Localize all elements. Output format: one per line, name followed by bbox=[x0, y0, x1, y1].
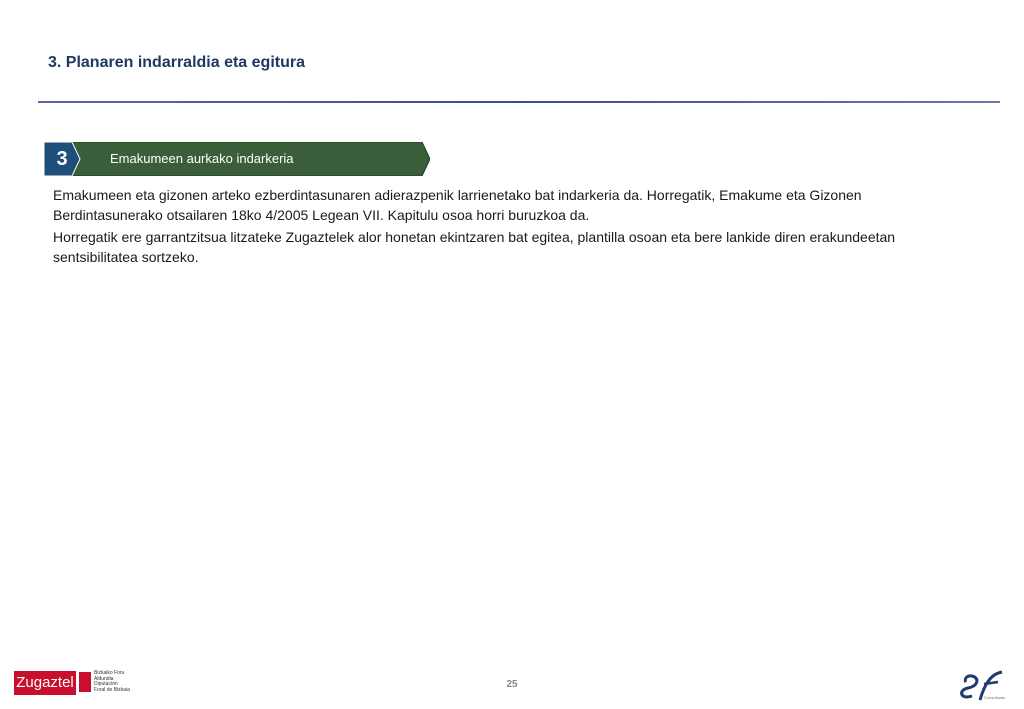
sf-logo-subtitle: Consultants bbox=[984, 695, 1006, 700]
zugaztel-wordmark: Zugaztel bbox=[14, 671, 76, 695]
paragraph: Emakumeen eta gizonen arteko ezberdintasunaren adierazpenik larrienetako bat indarkeria da. Horregatik, Emakume eta Gizonen Berdintasunerako otsailaren 18ko 4/2005 Legean VII. Kapitulu osoa horri buruzkoa da. bbox=[53, 187, 862, 223]
page-title: 3. Planaren indarraldia eta egitura bbox=[48, 54, 305, 71]
bizkaia-shield-icon bbox=[79, 672, 91, 692]
title-divider bbox=[38, 101, 1000, 103]
page-number: 25 bbox=[506, 679, 518, 690]
body-text bbox=[53, 185, 953, 269]
section-tab bbox=[44, 142, 430, 176]
section-label: Emakumeen aurkako indarkeria bbox=[110, 151, 294, 166]
section-number: 3 bbox=[56, 148, 68, 170]
paragraph: Horregatik ere garrantzitsua litzateke Zugaztelek alor honetan ekintzaren bat egitea, plantilla osoan eta bere lankide diren erakundeetan sentsibilitatea sortzeko. bbox=[53, 229, 896, 265]
sf-logo-icon bbox=[950, 666, 1010, 706]
bizkaia-text: Bizkaiko Foru Aldundia Diputación Foral de Bizkaia bbox=[94, 670, 130, 693]
